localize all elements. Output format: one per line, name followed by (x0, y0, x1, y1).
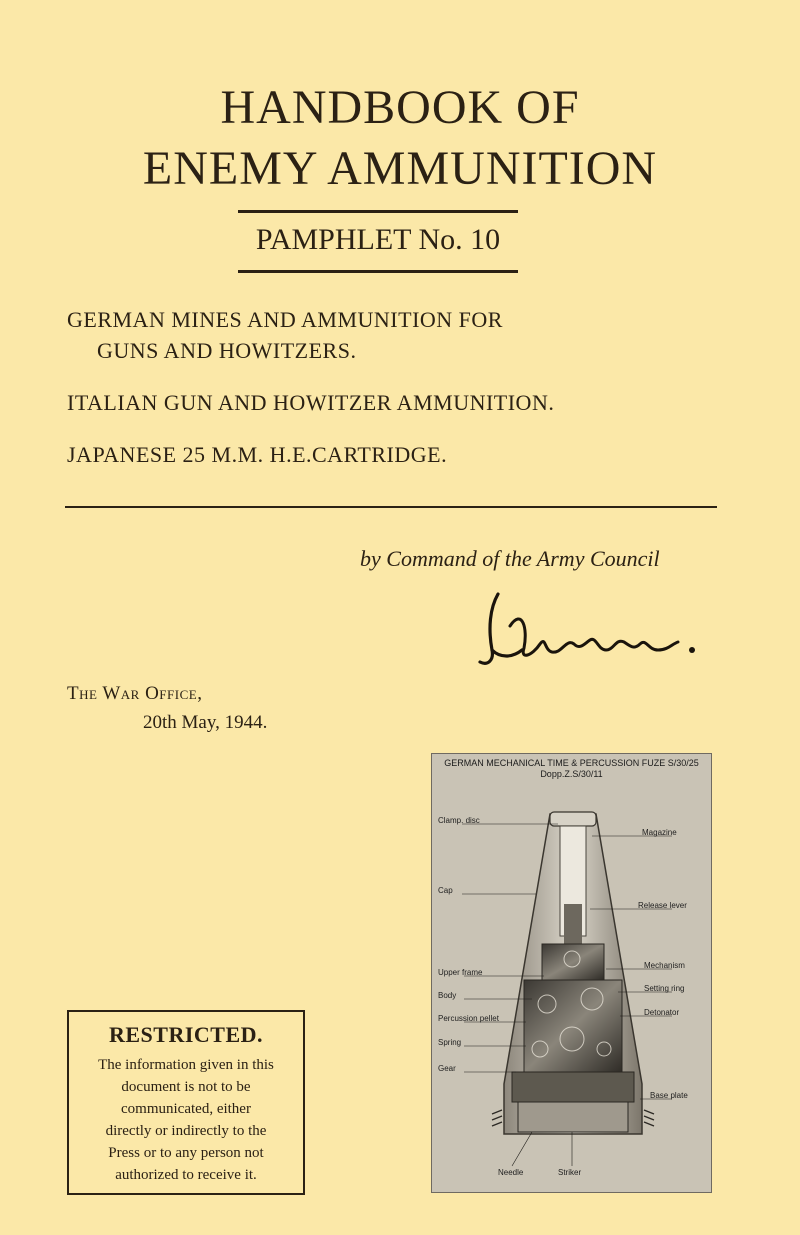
restricted-line: authorized to receive it. (115, 1167, 257, 1183)
figure-caption-subtitle: Dopp.Z.S/30/11 (540, 769, 603, 779)
fig-label-mechanism: Mechanism (644, 961, 685, 970)
subject-japanese: JAPANESE 25 M.M. H.E.CARTRIDGE. (67, 442, 448, 467)
fig-label-bottom: Base plate (650, 1091, 688, 1100)
subject-german-line-2: GUNS AND HOWITZERS. (97, 338, 357, 363)
restricted-notice (67, 1010, 305, 1195)
restricted-line: Press or to any person not (108, 1145, 264, 1161)
fig-label-upper: Upper frame (438, 968, 483, 977)
pamphlet-rule-bottom (238, 270, 518, 273)
issue-date: 20th May, 1944. (143, 712, 268, 733)
fig-label-cap: Cap (438, 886, 453, 895)
fig-label-clamp: Clamp. disc (438, 816, 480, 825)
pamphlet-rule-top (238, 210, 518, 213)
restricted-heading: RESTRICTED. (108, 1022, 264, 1047)
restricted-line: document is not to be (121, 1079, 251, 1095)
fig-label-gear: Gear (438, 1064, 456, 1073)
figure-caption (438, 758, 705, 780)
fig-label-needle: Needle (498, 1168, 524, 1177)
fig-label-magazine: Magazine (642, 828, 677, 837)
fig-label-detonator: Detonator (644, 1008, 680, 1017)
handwritten-signature (470, 588, 710, 678)
authority-statement: by Command of the Army Council (360, 546, 660, 571)
title-line-2: ENEMY AMMUNITION (142, 142, 658, 195)
subject-german-line-1: GERMAN MINES AND AMMUNITION FOR (67, 307, 503, 332)
fig-label-percussion: Percussion pellet (438, 1014, 499, 1023)
restricted-line: directly or indirectly to the (105, 1123, 267, 1139)
figure-caption-title: GERMAN MECHANICAL TIME & PERCUSSION FUZE S/30/25 (444, 758, 699, 768)
title-line-1: HANDBOOK OF (220, 81, 580, 134)
restricted-line: communicated, either (121, 1101, 251, 1117)
fig-label-setting: Setting ring (644, 984, 685, 993)
fig-label-striker: Striker (558, 1168, 582, 1177)
issuing-office: The War Office, (67, 683, 203, 704)
fuze-cutaway-illustration (431, 753, 712, 1193)
restricted-line: The information given in this (98, 1057, 274, 1073)
section-divider (65, 506, 717, 508)
subject-italian: ITALIAN GUN AND HOWITZER AMMUNITION. (67, 390, 555, 415)
pamphlet-number: PAMPHLET No. 10 (255, 223, 501, 256)
fig-label-release: Release lever (638, 901, 687, 910)
fig-label-spring: Spring (438, 1038, 462, 1047)
fig-label-body: Body (438, 991, 457, 1000)
